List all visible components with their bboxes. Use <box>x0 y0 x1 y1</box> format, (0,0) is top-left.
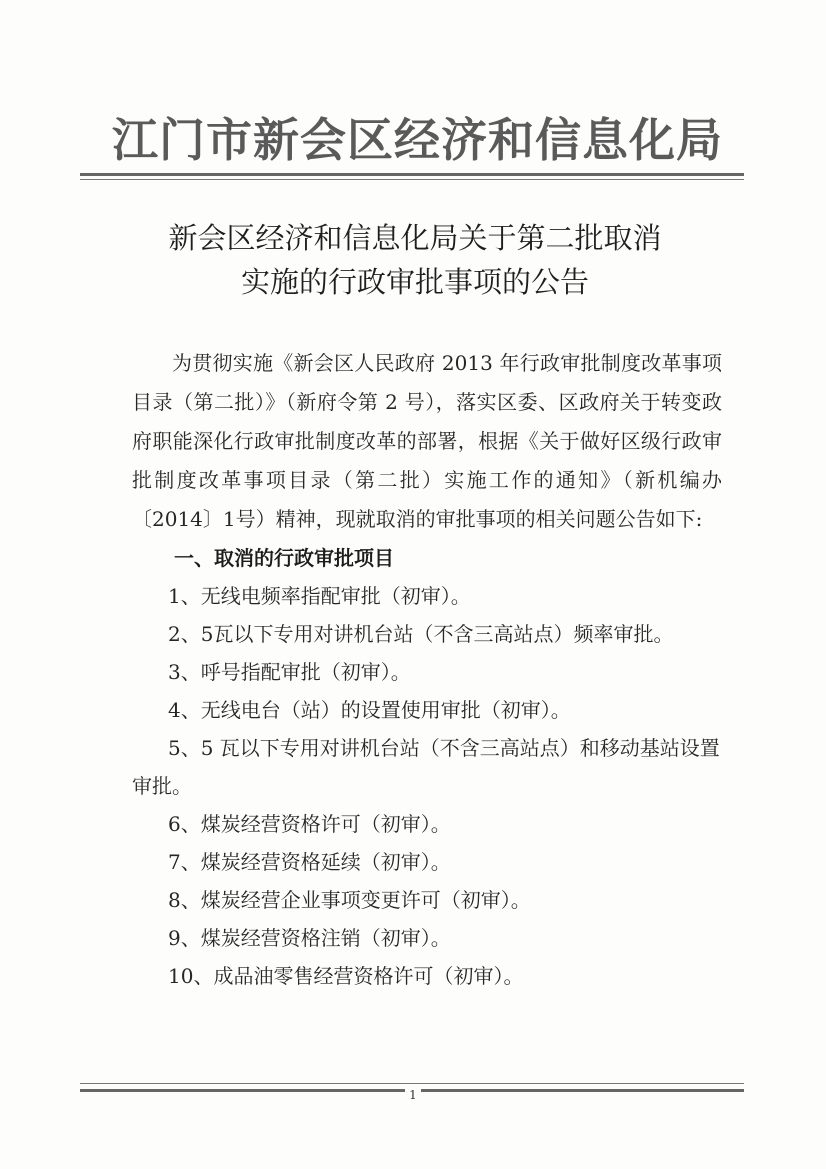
list-item: 7、煤炭经营资格延续（初审）。 <box>168 850 451 874</box>
list-item: 10、成品油零售经营资格许可（初审）。 <box>168 964 524 988</box>
list-item: 9、煤炭经营资格注销（初审）。 <box>168 926 451 950</box>
list-item: 3、呼号指配审批（初审）。 <box>168 660 411 684</box>
list-item: 8、煤炭经营企业事项变更许可（初审）。 <box>168 888 531 912</box>
intro-paragraph: 为贯彻实施《新会区人民政府 2013 年行政审批制度改革事项目录（第二批）》（新府令第 2 号），落实区委、区政府关于转变政府职能深化行政审批制度改革的部署，根据《关于做好区级行政审批制度改革事项目录（第二批）实施工作的通知》（新机编办〔2014〕1号）精神，现就取消的审批事项的相关问题公告如下: <box>132 351 722 531</box>
list-item: 2、5瓦以下专用对讲机台站（不含三高站点）频率审批。 <box>168 622 674 646</box>
header-rule-thick <box>80 173 744 176</box>
footer-rule-thin <box>80 1083 744 1084</box>
cancelled-items-list <box>132 577 722 995</box>
list-item: 1、无线电频率指配审批（初审）。 <box>168 584 471 608</box>
header-rule-thin <box>80 179 744 180</box>
list-item: 4、无线电台（站）的设置使用审批（初审）。 <box>168 698 571 722</box>
document-body <box>132 344 722 995</box>
list-item: 6、煤炭经营资格许可（初审）。 <box>168 812 451 836</box>
document-title-line-2: 实施的行政审批事项的公告 <box>240 265 589 299</box>
list-item: 5、5 瓦以下专用对讲机台站（不含三高站点）和移动基站设置审批。 <box>132 736 720 798</box>
section-heading: 一、取消的行政审批项目 <box>174 546 394 570</box>
page-number: 1 <box>405 1088 421 1102</box>
issuing-organization-header: 江门市新会区经济和信息化局 <box>112 113 723 167</box>
document-title-line-1: 新会区经济和信息化局关于第二批取消 <box>168 221 662 255</box>
document-title <box>100 216 730 304</box>
